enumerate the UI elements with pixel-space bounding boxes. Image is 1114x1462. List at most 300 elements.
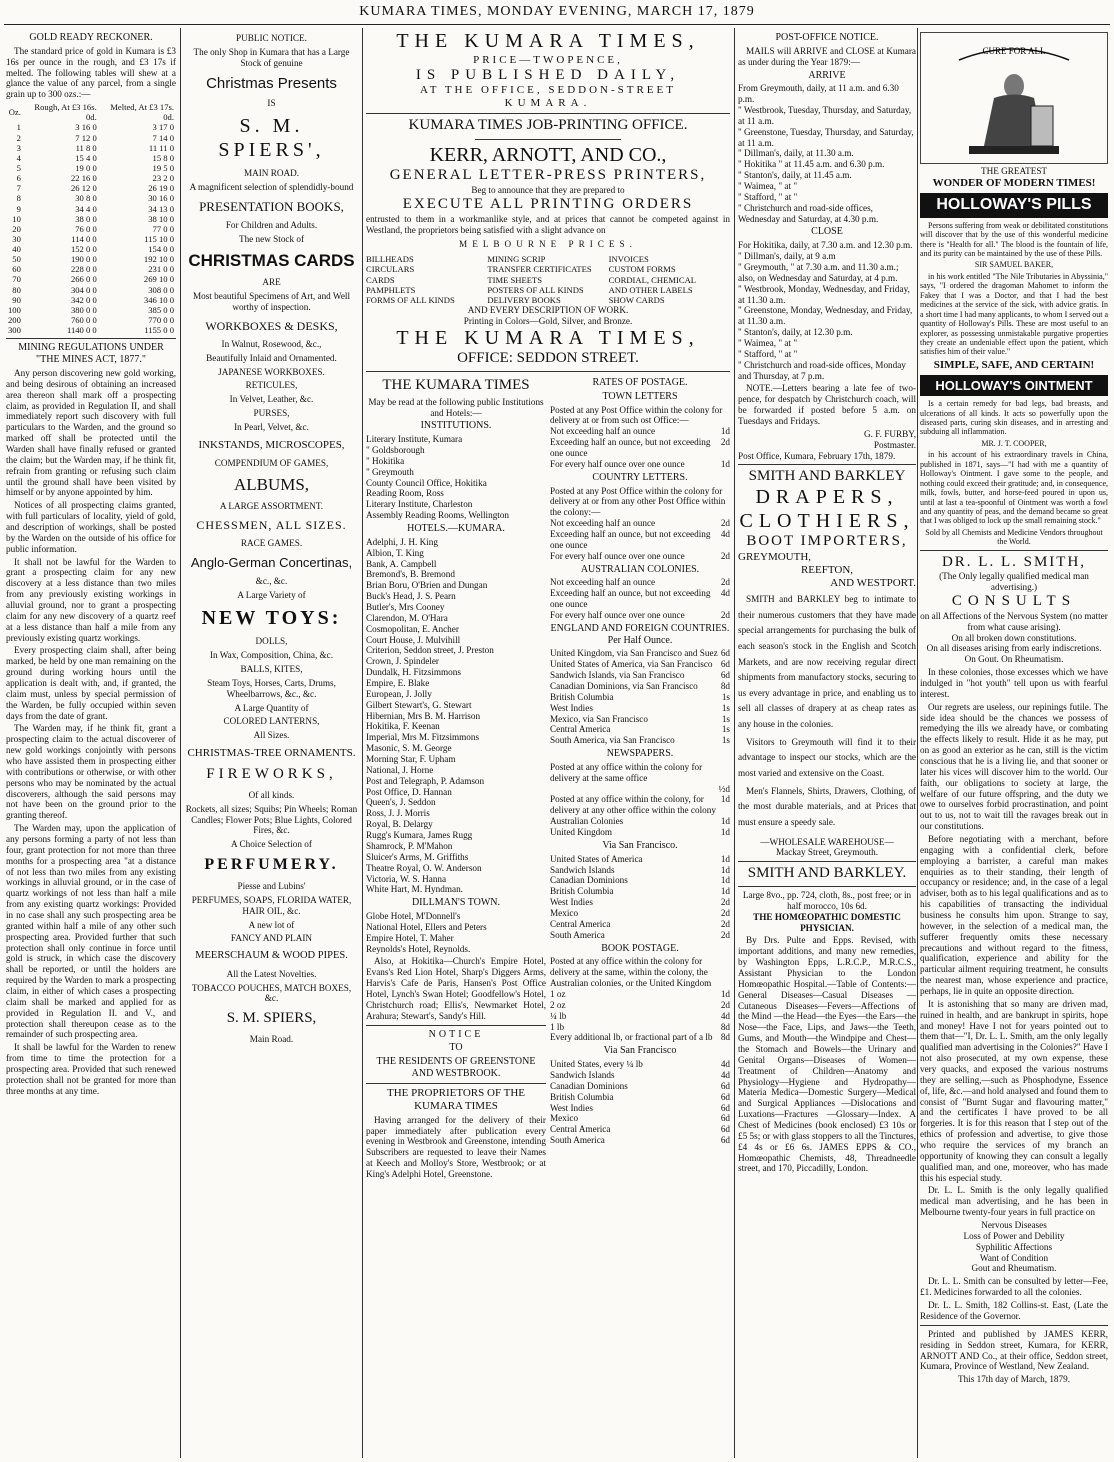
rates-section-text: Posted at any office within the colony for delivery at the same, within the colony, the Australian colonies, or the United Kingdom [550,956,712,989]
table-row [6,122,176,132]
rate-value: 4d [720,528,730,539]
advert-line: Anglo-German Concertinas, [190,554,353,570]
advert-line: A Large Variety of [237,589,306,600]
list-item: " Dillman's, daily, at 9 a.m [738,251,836,262]
paper-title-2: THE KUMARA TIMES, [396,326,700,349]
consults: CONSULTS [951,593,1077,610]
table-cell: 4 [16,152,21,163]
table-cell: 77 0 0 [152,223,174,234]
early-diseases: On all diseases arising from early indiscretions. [926,643,1102,654]
table-cell: 380 0 0 [70,304,97,315]
list-item: Hokitika, F. Keenan [366,721,440,732]
print-item: DELIVERY BOOKS [487,294,561,305]
table-cell: 40 [12,244,21,255]
advert-line: MAIN ROAD. [243,168,300,179]
table-cell: 760 0 0 [70,315,97,326]
cooper-text: in his account of his extraordinary travels in China, published in 1871, says—"I had with me a quantity of Holloway's Ointment. I gave some to the people, and nothing could exceed their gratitude; and, in consequence, milk, fowls, butter, and horse-feed poured in upon us, until at last a tea-spoonful of Ointment was worth a fowl and any quantity of peas, and the demand became so great that I was obliged to lock up the small remaining stock." [920,450,1108,526]
table-row [6,305,176,315]
advert-line: A magnificent selection of splendidly-bound [189,182,354,193]
list-item: Queen's, J. Seddon [366,797,436,808]
rate-value: 2d [720,609,730,620]
list-item: " Waimea, " at " [738,338,798,349]
rate-row [550,989,730,1000]
institutions-list [366,434,546,521]
advert-line: CHESSMEN, ALL SIZES. [196,517,347,532]
reading-places [366,375,546,1182]
advert-line: S. M. SPIERS, [226,1010,317,1027]
smith-mens: Men's Flannels, Shirts, Drawers, Clothing, of the most durable materials, and at Prices that must ensure a speedy sale. [738,785,916,827]
rate-label: Central America [550,918,611,929]
rate-label: Mexico [550,1113,579,1124]
column-rule [180,28,181,1458]
list-item: Buck's Head, J. S. Pearn [366,591,456,602]
rate-label: British Columbia [550,691,614,702]
rates-section-text: Posted at any office within the colony for delivery at the same office [550,761,703,783]
list-item: " Hokitika [366,455,405,466]
list-item: National, J. Horne [366,764,434,775]
print-item: TRANSFER CERTIFICATES [487,264,592,275]
rate-value: 2d [720,518,730,529]
rate-label: For every half ounce over one ounce [550,550,685,561]
dr-paragraph: Our regrets are useless, our repinings futile. The side idea should be the chances we possess of remedying the ills we already have, or combating the effects likely to result. Hide it as he may, put on as good an exterior as he can, still is the victim conscious that he is a living lie, and that sooner or later his vices will discover him to the world. Our faith, our obligations to society at large, the welfare of our future offspring, and the duty we owe to ourselves forbid procrastination, and point out to us, not to wait till the ravages break out in our constitutions. [920,701,1108,832]
list-item: " Hokitika " at 11.45 a.m. and 6.30 p.m. [738,159,885,170]
mining-paragraph: The Warden may, if he think fit, grant a prospecting claim to the actual discoverer of new gold workings conjointly with persons who have assisted them in prospecting either with contributions or otherwise, or with other persons who may be nominated by the actual discoverers, although the said persons may not have been on the ground prior to the granting thereof. [6,723,176,821]
list-item: Literary Institute, Charleston [366,499,473,510]
print-item: CARDS [366,274,395,285]
table-cell: 30 8 0 [75,193,97,204]
rate-value: 1d [720,886,730,897]
list-item: Nervous Diseases [981,1220,1047,1231]
top-rule [4,24,1110,25]
list-item: Clarendon, M. O'Hara [366,612,448,623]
table-row [6,183,176,193]
rate-row [550,588,730,610]
rate-label: Not exceeding half an ounce [550,518,656,529]
rate-label: Sandwich Islands [550,864,615,875]
table-cell: 1155 0 0 [144,325,174,336]
paper-office-2: OFFICE: SEDDON STREET. [457,350,639,367]
pills-text: Persons suffering from weak or debilitated constitutions will discover that by the use of this wonderful medicine there is "Health for all." The blood is the fountain of life, and its purity can be maintained by the use of these Pills. [920,220,1108,259]
rates-section-head: TOWN LETTERS [602,390,678,402]
table-row [6,325,176,335]
table-cell: 7 12 0 [75,132,97,143]
rate-label: 1 oz [550,988,566,999]
divider [738,464,916,465]
rate-value: 2d [720,577,730,588]
list-item: Ross, J. J. Morris [366,808,430,819]
list-item: " Dillman's, daily, at 11.30 a.m. [738,148,854,159]
table-cell: 3 16 0 [75,122,97,133]
divider [738,861,916,862]
simple-safe: SIMPLE, SAFE, AND CERTAIN! [933,358,1095,371]
print-item: SHOW CARDS [608,294,665,305]
list-item: Royal, B. Delargy [366,819,433,830]
rate-row [550,426,730,437]
divider [475,139,621,140]
rate-value: 6d [720,670,730,681]
arrive-head: ARRIVE [808,69,846,81]
list-item: Butler's, Mrs Cooney [366,602,445,613]
list-item: For Hokitika, daily, at 7.30 a.m. and 12.30 p.m. [738,240,913,251]
rate-value: 8d [720,1021,730,1032]
reading-title: THE KUMARA TIMES [382,376,530,393]
baker-head: SIR SAMUEL BAKER, [974,260,1054,270]
advert-line: COMPENDIUM OF GAMES, [214,457,329,468]
rate-row [550,577,730,588]
rate-value: 6d [720,1135,730,1146]
rates-section-head: BOOK POSTAGE. [601,942,679,954]
rate-value: 1s [721,691,730,702]
list-item: " Waimea, " at " [738,181,798,192]
table-cell: 11 8 0 [75,142,97,153]
advert-line: TOBACCO POUCHES, MATCH BOXES, &c. [191,982,352,1004]
smith-barkley-2: SMITH AND BARKLEY. [747,865,907,882]
list-item: Syphilitic Affections [975,1241,1053,1252]
table-row [6,264,176,274]
print-items-row [366,254,730,264]
list-item: Hibernian, Mrs B. M. Harrison [366,710,481,721]
dr-paragraph: In these colonies, those excesses which we have indulged in "hot youth" tell upon us with fearful interest. [920,667,1108,699]
paper-title: THE KUMARA TIMES, [396,30,700,52]
kerr-arnott-title: KERR, ARNOTT, AND CO., [429,143,667,166]
column-holloway-smith [920,30,1108,1456]
lower-section [366,375,730,1182]
column-post-office [738,30,916,1456]
table-cell: 3 17 0 [152,122,174,133]
rate-row [550,1103,730,1114]
mining-paragraph: The Warden may, upon the application of any persons forming a party of not less than four, grant protection for not more than three months for a prospecting area "at a distance of not less than two miles from any existing workings in alluvial ground, or in the case of quartz workings of not less than half a mile from any existing quartz workings: Provided in no case shall any such prospecting area be granted within half a mile of any other such prospecting area. Provided further that such protection shall only continue in force until gold is struck, in which case the discovery shall be reported, or until the holders are required by the Warden to mark a prospecting claim, in either of which cases a prospecting claim shall be marked and applied for as provided in Regulation II. and V., and protection shall thereupon cease as to the remainder of such prospecting area. [6,823,176,1040]
rate-row [550,518,730,529]
having-arranged: Having arranged for the delivery of their paper immediately after publication every evening in Westbrook and Greenstone, intending Subscribers are requested to leave their Names at Keech and Molloy's Store, Westbrook; or at King's Adelphi Hotel, Greenstone. [366,1114,546,1180]
rate-row [550,610,730,621]
table-cell: 304 0 0 [70,284,97,295]
advert-line: MEERSCHAUM & WOOD PIPES. [195,950,348,962]
list-item: " Stanton's, daily, at 12.30 p.m. [738,327,853,338]
arrive-list [738,83,916,224]
table-cell: 90 [12,294,21,305]
advert-line: PURSES, [253,408,290,419]
print-items-row [366,295,730,305]
column-gold-mining [6,30,176,1456]
list-item: " Greenstone, Monday, Wednesday, and Friday, at 11.30 a.m. [738,305,913,327]
dillman-head: DILLMAN'S TOWN. [411,897,501,909]
table-cell: 38 10 0 [148,213,174,224]
mining-regulations-body [6,368,176,1097]
advert-line: Main Road. [249,1033,294,1044]
reading-intro: May be read at the following public Institutions and Hotels:— [368,396,544,418]
list-item: Reading Room, Ross [366,488,444,499]
wonder: WONDER OF MODERN TIMES! [932,176,1096,189]
rate-row [550,724,730,735]
table-cell: 22 16 0 [70,173,97,184]
rate-row [550,692,730,703]
institutions-head: INSTITUTIONS. [420,420,492,432]
rate-label: Sandwich Islands [550,1069,615,1080]
table-cell: 80 [12,284,21,295]
list-item: Globe Hotel, M'Donnell's [366,911,461,922]
list-item: European, J. Jolly [366,688,432,699]
on-all: on all Affections of the Nervous System (no matter from what cause arising). [920,610,1108,632]
divider [738,886,916,887]
advert-line: NEW TOYS: [201,606,342,629]
dr-consult: Dr. L. L. Smith can be consulted by letter—Fee, £1. Medicines forwarded to all the colonies. [920,1276,1108,1298]
advert-line: Of all kinds. [248,789,295,800]
rate-row [550,930,730,941]
clothiers: CLOTHIERS, [739,509,915,532]
advert-line: RETICULES, [245,380,298,391]
dr-paragraph: Before negotiating with a merchant, before engaging with a confidential clerk, before employing a barrister, a careful man makes enquiries as to their standing, their length of occupancy or residence; and, in the case of a legal adviser, both as to his legal qualifications and as to his capabilities of transacting the individual business he consults him upon. Strange to say, however, in the selection of a medical man, the sufferer frequently omits these necessary precautions and without regard to the fitness, qualification, experience and ability for the particular ailment requiring treatment, he consults the nearest man, whose experience and practice, perhaps, lie in quite an opposite direction. [920,833,1108,996]
list-item: " Westbrook, Monday, Wednesday, and Friday, at 11.30 a.m. [738,283,910,305]
rates-body [550,391,730,1146]
notice-head: NOTICE [428,1028,484,1040]
rate-value: 6d [720,659,730,670]
paper-published: IS PUBLISHED DAILY, [415,66,681,83]
rate-row [550,1081,730,1092]
rate-value: 4d [720,1010,730,1021]
rate-row [550,648,730,659]
rate-row [550,816,730,827]
rate-value: 2d [720,918,730,929]
rate-label: Australian Colonies [550,816,624,827]
table-cell: 115 10 0 [144,233,174,244]
greatest: THE GREATEST [980,166,1048,176]
rate-value: 2d [720,999,730,1010]
advert-line: FANCY AND PLAIN [230,933,313,944]
list-item: " Westbrook, Tuesday, Thursday, and Saturday, at 11 a.m. [738,105,912,126]
rate-row [550,1000,730,1011]
rate-label: Sandwich Islands, via San Francisco [550,670,685,681]
divider [366,1025,546,1026]
rate-label: United States of America [550,853,643,864]
rate-row [550,827,730,838]
table-cell: 70 [12,274,21,285]
list-item: Imperial, Mrs M. Fitzsimmons [366,732,480,743]
advert-line: JAPANESE WORKBOXES. [218,366,325,377]
rate-value: 1s [721,702,730,713]
table-cell: 228 0 0 [70,264,97,275]
paper-town: KUMARA. [504,97,592,110]
advert-line: For Children and Adults. [225,220,318,231]
dr-smith-title: DR. L. L. SMITH, [941,553,1087,570]
po-date: Post Office, Kumara, February 17th, 1879. [738,450,896,461]
print-item: CUSTOM FORMS [608,264,676,275]
table-cell: 385 0 0 [148,304,174,315]
rate-label: Central America [550,724,611,735]
print-item: FORMS OF ALL KINDS [366,294,455,305]
list-item: " Stafford, " at " [738,191,798,202]
advert-line: PERFUMES, SOAPS, FLORIDA WATER, HAIR OIL, &c. [191,894,352,916]
po-title: POST-OFFICE NOTICE. [775,32,879,43]
advert-line: Beautifully Inlaid and Ornamented. [206,352,337,363]
table-cell: 76 0 0 [75,223,97,234]
mackay-street: Mackay Street, Greymouth. [775,847,879,858]
table-cell: 26 19 0 [148,183,174,194]
table-cell: 2 [16,132,21,143]
advert-line: COLORED LANTERNS, [223,716,320,727]
masthead: KUMARA TIMES, MONDAY EVENING, MARCH 17, 1879 [359,4,755,19]
mining-paragraph: Notices of all prospecting claims granted, with full particulars of locality, yield of gold, and description of workings, shall be posted by the Warden on the outside of his office for public information. [6,500,176,554]
rate-value: 1s [721,713,730,724]
rates-section-head: NEWSPAPERS. [606,748,674,760]
advert-line: Piesse and Lubins' [237,880,306,891]
po-signature-title: Postmaster. [873,439,916,450]
rate-label: United Kingdom, via San Francisco and Suez [550,648,718,659]
smith-barkley-title: SMITH AND BARKLEY [748,468,906,485]
dr-smith-body [920,667,1108,1218]
table-cell: 26 12 0 [70,183,97,194]
postage-rates [550,375,730,1182]
rate-value: 2d [720,897,730,908]
list-item: Assembly Reading Rooms, Wellington [366,510,510,521]
po-intro: MAILS will ARRIVE and CLOSE at Kumara as under during the Year 1879:— [738,45,916,67]
print-item: CORDIAL, CHEMICAL [608,274,697,285]
list-item: " Greymouth, " at 7.30 a.m. and 11.30 a.m.; also, on Wednesday and Saturday, at 4 p.m. [738,262,899,283]
table-cell: 38 0 0 [75,213,97,224]
list-item: " Christchurch and road-side offices, Monday and Thursday, at 7 p.m. [738,359,906,381]
table-row [6,254,176,264]
list-item: Literary Institute, Kumara [366,434,463,445]
advert-line: A Choice Selection of [231,839,312,850]
print-item: INVOICES [608,254,649,265]
po-note: NOTE.—Letters bearing a late fee of two-pence, for despatch by Christchurch coach, will be forwarded if posted before 5 a.m. on Tuesdays and Fridays. [738,383,916,427]
rate-value: ½d [718,783,730,794]
rate-label: Not exceeding half an ounce [550,426,656,437]
column-spiers-advert [184,30,359,1456]
list-item: Want of Condition [979,1252,1049,1263]
rate-row [550,897,730,908]
list-item: Empire, E. Blake [366,678,430,689]
also-hokitika: Also, at Hokitika—Church's Empire Hotel, Evans's Red Lion Hotel, Sharp's Diggers Arms, Harvis's Cafe de Paris, Hansen's Post Office Hotel, Lynch's Swan Hotel; Goodfellow's Hotel, Christchurch road; Ellis's, Newmarket Hotel, Arahura; Stewart's, Sandy's Hill. [366,956,546,1021]
rate-label: West Indies [550,897,593,908]
rate-row [550,794,730,816]
rate-value: 4d [720,588,730,599]
table-row [6,244,176,254]
advert-line: In Wax, Composition, China, &c. [209,650,334,661]
every-description: AND EVERY DESCRIPTION OF WORK. [467,304,629,315]
table-row [6,143,176,153]
print-items-row [366,285,730,295]
rate-value: 1d [720,853,730,864]
list-item: Victoria, W. S. Hanna [366,873,447,884]
table-cell: 30 [12,233,21,244]
table-cell: 30 16 0 [148,193,174,204]
advert-line: Steam Toys, Horses, Carts, Drums, Wheelbarrows, &c., &c. [207,677,336,699]
advert-line: &c., &c. [255,575,288,586]
rate-label: Not exceeding half an ounce [550,577,656,588]
rate-row [550,1022,730,1033]
rate-row [550,1011,730,1022]
hotels-list [366,537,546,895]
rate-value: 2d [720,550,730,561]
table-cell: 23 2 0 [152,173,174,184]
westport: AND WESTPORT. [830,576,916,589]
print-items-row [366,264,730,274]
rate-label: South America, via San Francisco [550,735,675,746]
rate-value: 1d [720,827,730,838]
rate-row [550,908,730,919]
rate-label: Exceeding half an ounce, but not exceeding one ounce [550,437,711,459]
dr-smith-sub: (The Only legally qualified medical man advertising.) [939,571,1089,593]
table-cell: 5 [16,162,21,173]
rate-row [550,1059,730,1070]
list-item: Gilbert Stewart's, G. Stewart [366,699,472,710]
rates-title: RATES OF POSTAGE. [592,376,688,388]
advert-line: The only Shop in Kumara that has a Large Stock of genuine [193,46,350,68]
rate-label: For every half ounce over one ounce [550,609,685,620]
rate-row [550,886,730,897]
paper-office: AT THE OFFICE, SEDDON-STREET [420,84,676,97]
baker-text: in his work entitled "The Nile Tributaries in Abyssinia," says, "I ordered the dragoman Mahomet to inform the Fakey that I was a Doctor, and that I had the best medicines at the service of the sick, with advice gratis. In a short time I had many applicants, to whom I served out a quantity of Holloway's Pills. These are most useful to an explorer, as possessing unmistakable purgative properties they create an undeniable effect upon the patient, which satisfies him of their value." [920,271,1108,357]
print-item: CIRCULARS [366,264,415,275]
print-item: TIME SHEETS [487,274,542,285]
rate-label: United States of America, via San Francisco [550,659,713,670]
rate-value: 2d [720,908,730,919]
homeo-text: By Drs. Pulte and Epps. Revised, with important additions, and many new remedies, by Washington Epps, L.R.C.P., M.R.C.S., Assistant Physician to the London Homœopathic Hospital.—Table of Contents:—General Diseases—Casual Diseases — Cutaneous Diseases—Fevers—Affections of the Mind —the Head—the Eyes—the Ears—the Nose—the Face, Lips, and Jaws—the Teeth, Gums, and Mouth—the Windpipe and Chest—the Stomach and Bowels—the Urinary and Genital Organs—Diseases of Women—Treatment of Children—Anatomy and Physiology—Hygiene and Hydropathy—Materia Medica—Domestic Surgery—Medical and Surgical Appliances —Dislocations and Luxations—Fractures —Glossary—Index. A Chest of Medicines (book enclosed) £3 10s or £5 5s; or with glass stoppers to all the Tinctures, £4 4s or £6 6s. JAMES EPPS & CO., Homœopathic Chemists, 48, Threadneedle street, and 170, Piccadilly, London. [738,935,916,1174]
table-cell: 100 [8,304,21,315]
rates-section-head: Via San Francisco. [602,839,678,851]
ointment-text: Is a certain remedy for bad legs, bad breasts, and ulcerations of all kinds. It acts so powerfully upon the diseased parts, curing skin diseases, and in arresting and subduing all inflammation. [920,399,1108,437]
list-item: " Christchurch and road-side offices, Wednesday and Saturday, at 4.30 p.m. [738,202,879,224]
table-row [6,153,176,163]
table-cell: 9 [16,203,21,214]
rate-label: Exceeding half an ounce, but not exceeding one ounce [550,588,711,610]
rate-value: 6d [720,1102,730,1113]
rate-label: British Columbia [550,1091,614,1102]
rates-section-text: Posted at any Post Office within the colony for delivery at or from such ost Office:— [550,404,723,426]
broken-down: On all broken down constitutions. [951,632,1077,643]
rates-section-text: Posted at any Post Office within the colony for delivery at or from any other Post Office within the colony:— [550,485,726,518]
table-cell: 114 0 0 [71,233,97,244]
rate-label: United States, every ¼ lb [550,1059,643,1070]
table-cell: 1140 0 0 [66,325,97,336]
spiers-advert [184,33,359,1045]
advert-line: PERFUMERY. [204,856,339,874]
rate-value: 1d [720,864,730,875]
rate-value: 1d [720,458,730,469]
rate-label: Mexico [550,908,579,919]
list-item: Albion, T. King [366,547,424,558]
list-item: Post and Telegraph, P. Adamson [366,775,485,786]
list-item: Dundalk, H. Fitzsimmons [366,667,461,678]
print-items-row [366,275,730,285]
holloways-pills-banner: HOLLOWAY'S PILLS [920,193,1108,218]
rate-row [550,437,730,459]
table-cell: 346 10 0 [143,294,174,305]
rate-row [550,784,730,795]
entrusted-text: entrusted to them in a workmanlike style, and at prices that cannot be competed against in Westland, the proprietors being satisfied with a slight advance on [366,213,730,235]
table-cell: 152 0 0 [70,244,97,255]
rate-value: 6d [720,1091,730,1102]
advert-line: ARE [262,277,281,288]
mining-paragraph: Every prospecting claim shall, after being marked, be held by one man remaining on the ground during working hours until the application is dealt with, and, if granted, the claim must, unless by special permission of the Warden, be fully occupied within seven days from the date of grant. [6,645,176,721]
divider [920,550,1108,551]
table-row [6,315,176,325]
table-row [6,204,176,214]
advert-line: All the Latest Novelties. [226,968,317,979]
paper-price: PRICE—TWOPENCE, [473,53,623,66]
list-item: Sluicer's Arms, M. Griffiths [366,851,469,862]
table-row [6,173,176,183]
table-cell: 19 5 0 [152,162,174,173]
rate-value: 1d [720,794,730,805]
column-rule [917,28,918,1458]
table-header-cell: Oz. [8,107,21,118]
printing-colors: Printing in Colors—Gold, Silver, and Bronze. [463,315,633,326]
beg-announce: Beg to announce that they are prepared to [471,185,625,196]
list-item: Brian Boru, O'Brien and Dungan [366,580,488,591]
rate-row [550,1124,730,1135]
divider [366,1083,546,1084]
